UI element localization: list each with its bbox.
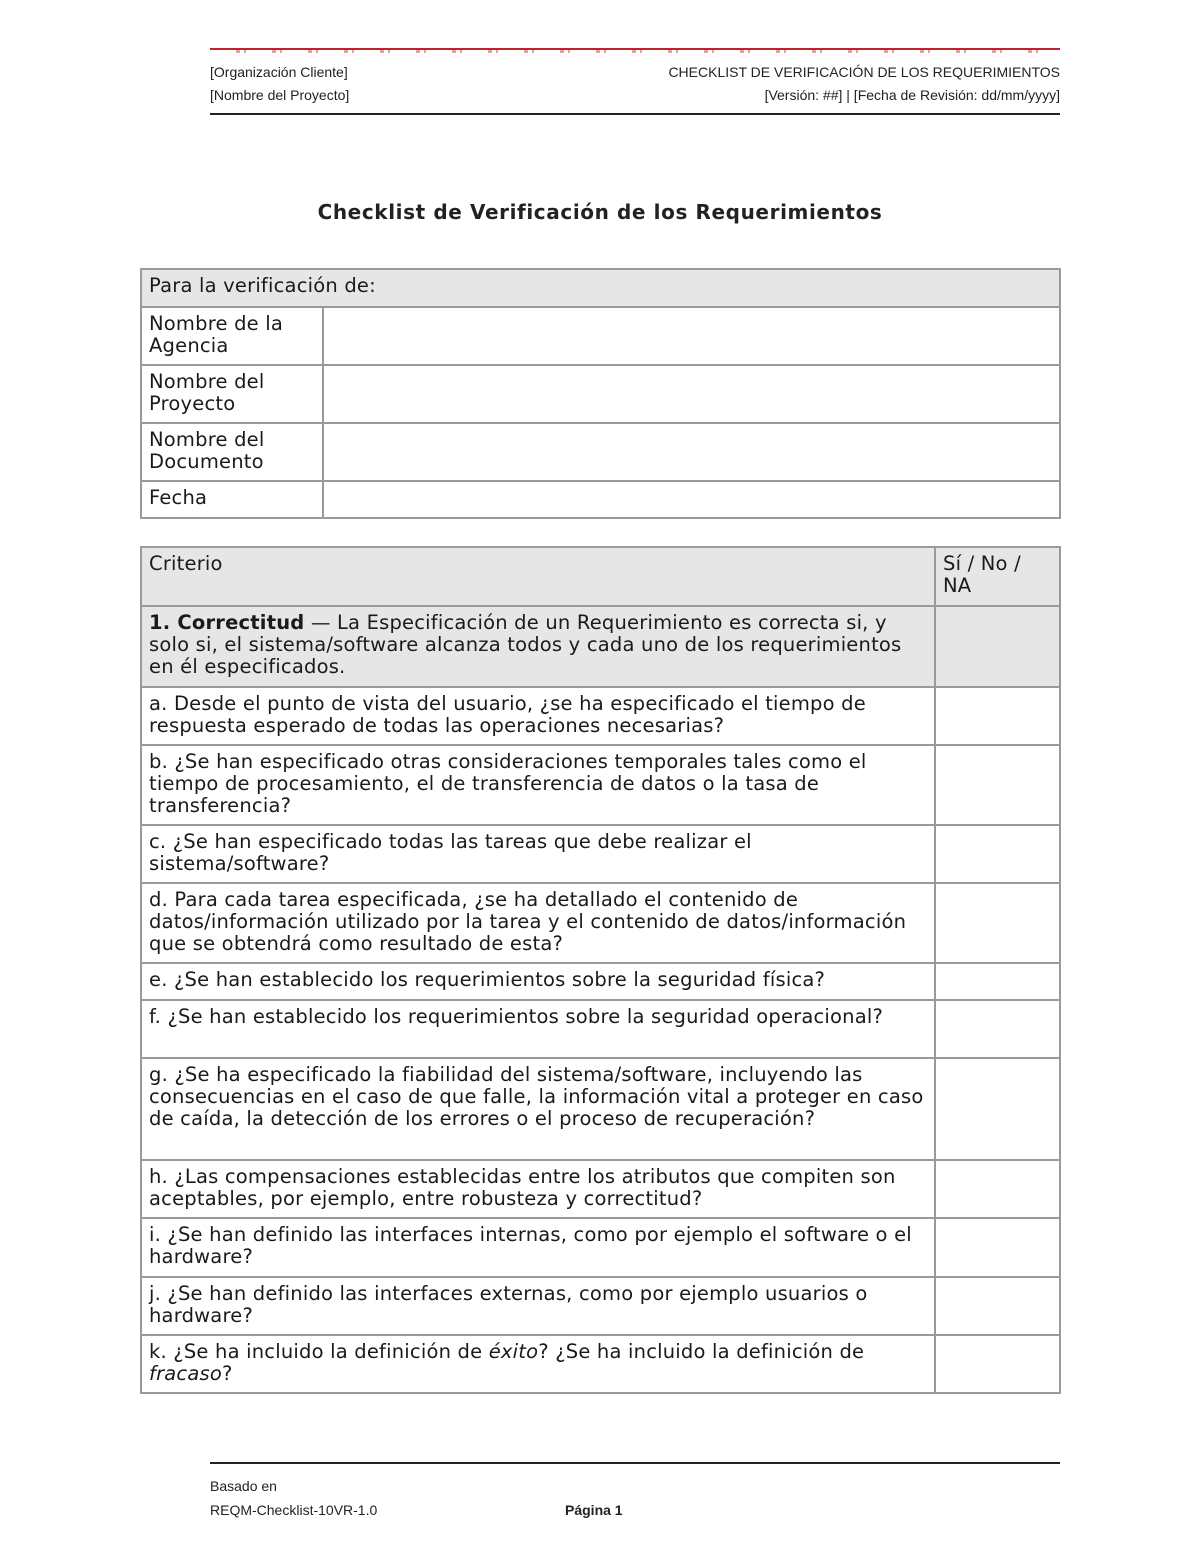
criteria-table xyxy=(140,546,1061,1394)
criteria-text: j. ¿Se han definido las interfaces externas, como por ejemplo usuarios o hardware? xyxy=(141,1277,935,1335)
criteria-row-c xyxy=(141,825,1060,883)
criteria-text: h. ¿Las compensaciones establecidas entre los atributos que compiten son aceptables, por ejemplo, entre robusteza y correctitud? xyxy=(141,1160,935,1218)
criteria-text: d. Para cada tarea especificada, ¿se ha detallado el contenido de datos/información utilizado por la tarea y el contenido de datos/información que se obtendrá como resultado de esta? xyxy=(141,883,935,963)
info-label: Fecha xyxy=(141,481,323,518)
header-red-rule xyxy=(210,48,1060,54)
answer-cell[interactable] xyxy=(935,687,1060,745)
column-header-criterio: Criterio xyxy=(141,547,935,606)
criteria-row-b xyxy=(141,745,1060,825)
criteria-row-d xyxy=(141,883,1060,963)
criteria-text: f. ¿Se han establecido los requerimientos sobre la seguridad operacional? xyxy=(141,1000,935,1058)
verification-info-table xyxy=(140,268,1061,519)
criteria-text: g. ¿Se ha especificado la fiabilidad del sistema/software, incluyendo las consecuencias en el caso de que falle, la información vital a proteger en caso de caída, la detección de los errores o el proceso de recuperación? xyxy=(141,1058,935,1160)
criteria-text: e. ¿Se han establecido los requerimientos sobre la seguridad física? xyxy=(141,963,935,1000)
answer-cell[interactable] xyxy=(935,1000,1060,1058)
answer-cell[interactable] xyxy=(935,1160,1060,1218)
footer-code: REQM-Checklist-10VR-1.0 xyxy=(210,1502,378,1518)
criteria-text: a. Desde el punto de vista del usuario, ¿se ha especificado el tiempo de respuesta esperado de todas las operaciones necesarias? xyxy=(141,687,935,745)
criteria-k-suffix: ? xyxy=(222,1362,233,1385)
footer-based-on: Basado en xyxy=(210,1478,277,1494)
section-description: — La Especificación de un Requerimiento es correcta si, y solo si, el sistema/software alcanza todos y cada uno de los requerimientos en él especificados. xyxy=(149,611,902,678)
header-version-date: [Versión: ##] | [Fecha de Revisión: dd/mm/yyyy] xyxy=(764,87,1060,103)
criteria-k-prefix: k. ¿Se ha incluido la definición de xyxy=(149,1340,489,1363)
answer-cell[interactable] xyxy=(935,606,1060,687)
footer-page-number: Página 1 xyxy=(565,1502,623,1518)
criteria-header-row xyxy=(141,547,1060,606)
page-footer xyxy=(210,1462,1060,1522)
criteria-row-f xyxy=(141,1000,1060,1058)
info-value-field[interactable] xyxy=(323,423,1060,481)
info-row-document xyxy=(141,423,1060,481)
answer-cell[interactable] xyxy=(935,1218,1060,1277)
info-table-heading: Para la verificación de: xyxy=(141,269,1060,307)
criteria-row-h xyxy=(141,1160,1060,1218)
section-row-correctitud xyxy=(141,606,1060,687)
answer-cell[interactable] xyxy=(935,1277,1060,1335)
info-value-field[interactable] xyxy=(323,365,1060,423)
footer-rule xyxy=(210,1462,1060,1464)
criteria-text: i. ¿Se han definido las interfaces internas, como por ejemplo el software o el hardware? xyxy=(141,1218,935,1277)
section-cell xyxy=(141,606,935,687)
info-label: Nombre de la Agencia xyxy=(141,307,323,365)
column-header-answer: Sí / No / NA xyxy=(935,547,1060,606)
criteria-row-i xyxy=(141,1218,1060,1277)
info-row-agency xyxy=(141,307,1060,365)
page-header xyxy=(210,48,1060,115)
header-rule xyxy=(210,113,1060,115)
info-value-field[interactable] xyxy=(323,307,1060,365)
criteria-row-e xyxy=(141,963,1060,1000)
criteria-row-k xyxy=(141,1335,1060,1393)
header-organization: [Organización Cliente] xyxy=(210,64,348,80)
header-doc-type: CHECKLIST DE VERIFICACIÓN DE LOS REQUERIMIENTOS xyxy=(668,64,1060,80)
info-row-date xyxy=(141,481,1060,518)
section-title: 1. Correctitud xyxy=(149,611,305,634)
criteria-text xyxy=(141,1335,935,1393)
info-label: Nombre del Documento xyxy=(141,423,323,481)
answer-cell[interactable] xyxy=(935,963,1060,1000)
answer-cell[interactable] xyxy=(935,1335,1060,1393)
criteria-row-a xyxy=(141,687,1060,745)
answer-cell[interactable] xyxy=(935,883,1060,963)
criteria-k-success: éxito xyxy=(488,1340,539,1363)
document-title: Checklist de Verificación de los Requerimientos xyxy=(317,200,883,224)
criteria-row-g xyxy=(141,1058,1060,1160)
header-project: [Nombre del Proyecto] xyxy=(210,87,350,103)
criteria-text: b. ¿Se han especificado otras consideraciones temporales tales como el tiempo de procesamiento, el de transferencia de datos o la tasa de transferencia? xyxy=(141,745,935,825)
criteria-k-middle: ? ¿Se ha incluido la definición de xyxy=(538,1340,865,1363)
answer-cell[interactable] xyxy=(935,825,1060,883)
info-label: Nombre del Proyecto xyxy=(141,365,323,423)
criteria-k-failure: fracaso xyxy=(149,1362,222,1385)
criteria-row-j xyxy=(141,1277,1060,1335)
info-value-field[interactable] xyxy=(323,481,1060,518)
criteria-text: c. ¿Se han especificado todas las tareas que debe realizar el sistema/software? xyxy=(141,825,935,883)
info-row-project xyxy=(141,365,1060,423)
answer-cell[interactable] xyxy=(935,745,1060,825)
answer-cell[interactable] xyxy=(935,1058,1060,1160)
